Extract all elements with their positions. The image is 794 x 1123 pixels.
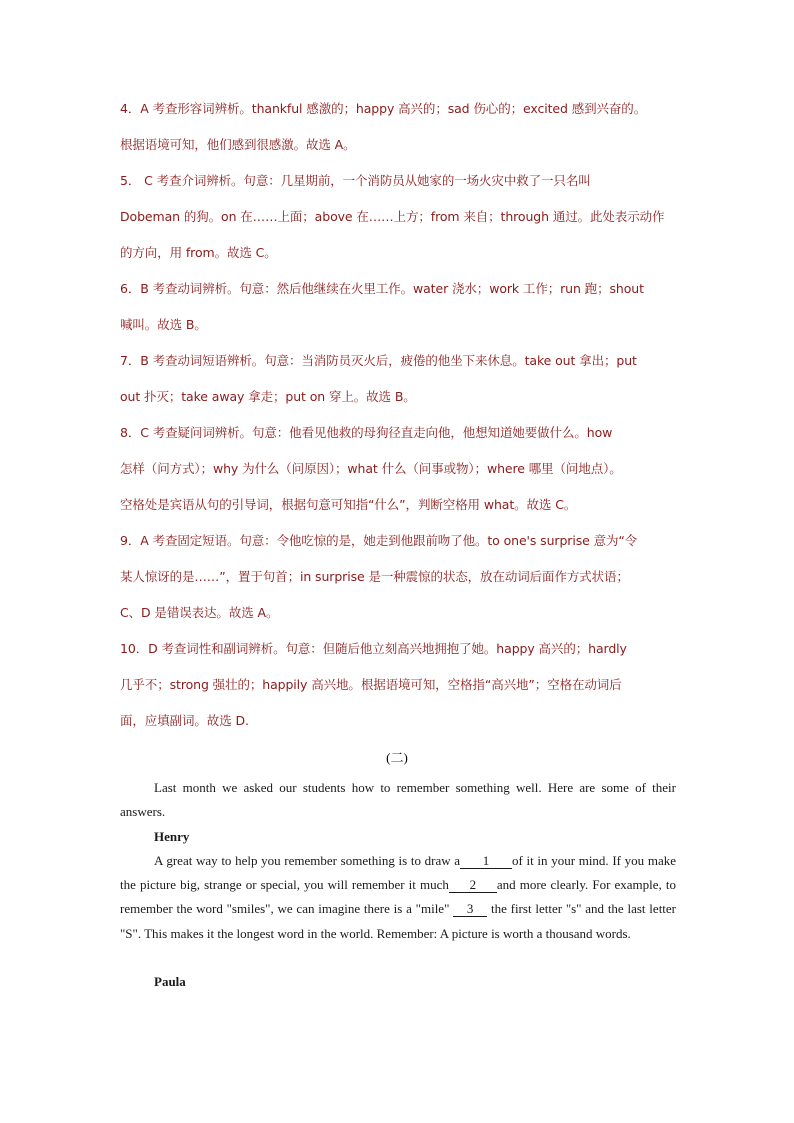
answer-line: 空格处是宾语从句的引导词，根据句意可知指“什么”，判断空格用 what。故选 C。 (120, 497, 577, 512)
answer-line: 根据语境可知，他们感到很感激。故选 A。 (120, 137, 356, 152)
answer-line: 的方向，用 from。故选 C。 (120, 245, 277, 260)
answer-line: 5． C 考查介词辨析。句意：几星期前，一个消防员从她家的一场火灾中救了一只名叫 (120, 173, 591, 188)
answer-line: 8．C 考查疑问词辨析。句意：他看见他救的母狗径直走向他，他想知道她要做什么。how (120, 425, 613, 440)
answer-line: 几乎不；strong 强壮的；happily 高兴地。根据语境可知，空格指“高兴地”；空格在动词后 (120, 677, 622, 692)
answer-line: C、D 是错误表达。故选 A。 (120, 605, 279, 620)
answer-line: Dobeman 的狗。on 在……上面；above 在……上方；from 来自；through 通过。此处表示动作 (120, 209, 665, 224)
answer-line: 6．B 考查动词辨析。句意：然后他继续在火里工作。water 浇水；work 工作；run 跑；shout (120, 281, 644, 296)
blank-3: 3 (453, 901, 487, 917)
passage-intro: Last month we asked our students how to remember something well. Here are some of their answers. (120, 780, 676, 820)
answer-line: 9．A 考查固定短语。句意：令他吃惊的是，她走到他跟前吻了他。to one's surprise 意为“令 (120, 533, 638, 548)
passage-henry (120, 849, 676, 946)
section-heading: (二) (386, 750, 408, 765)
answer-line: 喊叫。故选 B。 (120, 317, 207, 332)
speaker-name-paula: Paula (154, 974, 186, 989)
answer-line: out 扑灭；take away 拿走；put on 穿上。故选 B。 (120, 389, 416, 404)
blank-2: 2 (449, 877, 497, 893)
passage-text: and more clearly. For example, to remember the word "smiles", we can imagine there is a "mile" (120, 877, 676, 917)
answer-line: 10．D 考查词性和副词辨析。句意：但随后他立刻高兴地拥抱了她。happy 高兴的；hardly (120, 641, 627, 656)
speaker-name-henry: Henry (154, 829, 190, 844)
answer-line: 面，应填副词。故选 D. (120, 713, 249, 728)
answer-line: 4．A 考查形容词辨析。thankful 感激的；happy 高兴的；sad 伤心的；excited 感到兴奋的。 (120, 101, 647, 116)
answer-line: 怎样（问方式）；why 为什么（问原因）；what 什么（问事或物）；where 哪里（问地点）。 (120, 461, 622, 476)
answer-line: 某人惊讶的是……”，置于句首；in surprise 是一种震惊的状态，放在动词后面作方式状语； (120, 569, 629, 584)
answer-line: 7．B 考查动词短语辨析。句意：当消防员灭火后，疲倦的他坐下来休息。take out 拿出；put (120, 353, 637, 368)
blank-1: 1 (460, 853, 512, 869)
passage-text: A great way to help you remember something is to draw a (154, 853, 461, 868)
passage-text: the first letter "s" and the last letter "S". This makes it the longest word in the world. Remember: A picture is worth a thousand words. (120, 901, 677, 941)
passage-text: of it in your mind. If you make the picture big, strange or special, you will remember it much (120, 853, 676, 893)
